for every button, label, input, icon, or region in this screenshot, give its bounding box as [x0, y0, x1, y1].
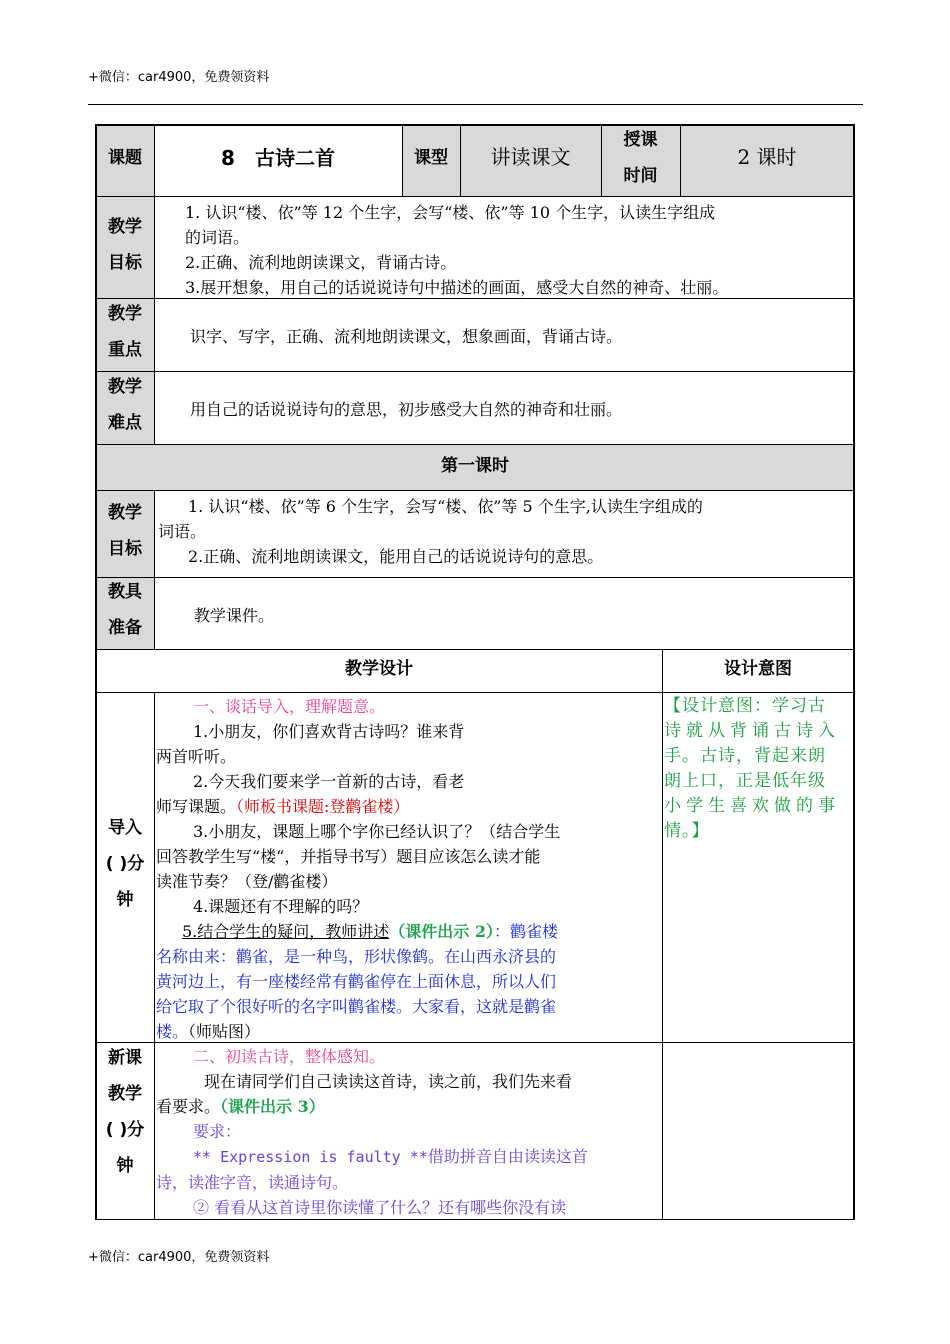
new-l3: 借助拼音自由读读这首: [427, 1147, 588, 1166]
new-l1b: 看要求。: [156, 1097, 221, 1116]
intro-label-1: 导入: [108, 818, 142, 838]
design-left-title: 教学设计: [345, 659, 413, 679]
new-l1green: （课件出示 3）: [220, 1097, 325, 1116]
intro-l9b: （师贴图）: [188, 1022, 261, 1041]
intro-l1b: 两首听听。: [156, 747, 237, 766]
new-l4: ② 看看从这首诗里你读懂了什么？还有哪些你没有读: [193, 1198, 567, 1217]
intro-l7: 黄河边上，有一座楼经常有鹳雀停在上面休息，所以人们: [156, 972, 557, 991]
new-l1b-line: [156, 1094, 660, 1119]
time-value: 2 课时: [737, 145, 797, 169]
new-l3b: 诗，读准字音，读通诗句。: [156, 1173, 349, 1192]
intro-label-2: ( )分: [105, 854, 145, 874]
goals-line1: 1. 认识“楼、依”等 12 个生字，会写“楼、依”等 10 个生字，认读生字组成: [185, 203, 716, 222]
intent-line: 朗上口，正是低年级: [664, 771, 826, 791]
goals-text: [160, 200, 852, 300]
difficulty-text: 用自己的话说说诗句的意思，初步感受大自然的神奇和壮丽。: [190, 400, 623, 419]
new-label-1: 新课: [108, 1048, 142, 1068]
tools-text: 教学课件。: [194, 606, 275, 625]
goals1-line2: 2.正确、流利地朗读课文，能用自己的话说说诗句的意思。: [188, 547, 604, 566]
new-label-3: ( )分: [105, 1120, 145, 1140]
new-l3mono: ** Expression is faulty **: [193, 1148, 428, 1166]
topic-label: 课题: [108, 148, 142, 168]
intro-l2b: 师写课题。: [156, 797, 237, 816]
new-l2: 要求：: [193, 1122, 242, 1141]
difficulty-label-1: 教学: [108, 377, 142, 397]
goals1-label-1: 教学: [108, 503, 142, 523]
new-l1: 现在请同学们自己读读这首诗，读之前，我们先来看: [204, 1072, 573, 1091]
goals1-label-2: 目标: [108, 539, 142, 559]
intro-l3b: 回答教学生写“楼“，并指导书写）题目应该怎么读才能: [156, 847, 541, 866]
key-label-1: 教学: [108, 304, 142, 324]
intro-heading: 一、谈话导入，理解题意。: [193, 697, 386, 716]
intro-label-3: 钟: [116, 890, 134, 910]
intro-l4: 4.课题还有不理解的吗？: [193, 897, 369, 916]
intro-l1: 1.小朋友，你们喜欢背古诗吗？谁来背: [193, 722, 465, 741]
intro-l3: 3.小朋友，课题上哪个字你已经认识了？（结合学生: [193, 822, 561, 841]
intro-l5green: （课件出示 2）: [389, 922, 494, 941]
design-right-title: 设计意图: [724, 659, 792, 679]
page-footer: +微信：car4900，免费领资料: [88, 1250, 270, 1265]
new-label-4: 钟: [116, 1156, 134, 1176]
topic-value: 8 古诗二首: [221, 146, 335, 170]
goals1-line1: 1. 认识“楼、依”等 6 个生字，会写“楼、依”等 5 个生字,认读生字组成的: [188, 497, 703, 516]
time-label-1: 授课: [623, 130, 658, 150]
intro-l5: 5.结合学生的疑问，教师讲述: [182, 922, 390, 941]
intro-l8: 给它取了个很好听的名字叫鹳雀楼。大家看，这就是鹳雀: [156, 997, 557, 1016]
intro-l6: 名称由来：鹳雀，是一种鸟，形状像鹤。在山西永济县的: [156, 947, 557, 966]
intro-l5blue: ：鹳雀楼: [494, 922, 559, 941]
intro-l9-line: [156, 1019, 660, 1044]
new-l3-line: [156, 1144, 660, 1170]
lesson-title: 第一课时: [441, 456, 509, 476]
intent-line: 【设计意图：学习古: [664, 696, 826, 716]
new-heading: 二、初读古诗，整体感知。: [193, 1047, 386, 1066]
intro-l2: 2.今天我们要来学一首新的古诗，看老: [193, 772, 465, 791]
new-label-2: 教学: [108, 1084, 142, 1104]
goals1-line1b: 词语。: [158, 522, 207, 541]
intent-line: 情。】: [664, 821, 710, 841]
intro-intent: [664, 694, 854, 844]
intro-body: [156, 694, 660, 1044]
difficulty-label-2: 难点: [108, 413, 142, 433]
intro-l2red: （师板书课题:登鹳雀楼）: [236, 797, 410, 816]
type-label: 课型: [414, 148, 448, 168]
header-divider: [88, 104, 863, 105]
intro-l3c: 读准节奏？（登/鹳雀楼）: [156, 872, 338, 891]
goals1-text: [158, 494, 852, 569]
goals-line3: 3.展开想象，用自己的话说说诗句中描述的画面，感受大自然的神奇、壮丽。: [185, 278, 729, 297]
goals-label-2: 目标: [108, 253, 142, 273]
goals-line1b: 的词语。: [185, 228, 250, 247]
goals-line2: 2.正确、流利地朗读课文，背诵古诗。: [185, 253, 457, 272]
intent-line: 手。古诗，背起来朗: [664, 746, 826, 766]
tools-label-1: 教具: [108, 582, 142, 602]
intro-l2b-line: [156, 794, 660, 819]
type-value: 讲读课文: [490, 145, 571, 169]
time-label-2: 时间: [623, 166, 658, 186]
intro-l5-line: [156, 919, 660, 944]
intro-l9a: 楼。: [156, 1022, 189, 1041]
key-label-2: 重点: [108, 340, 142, 360]
intent-line: 小学生喜欢做的事: [664, 796, 840, 816]
goals-label-1: 教学: [108, 217, 142, 237]
tools-label-2: 准备: [108, 618, 142, 638]
page-header: +微信：car4900，免费领资料: [88, 70, 270, 85]
intent-line: 诗就从背诵古诗入: [664, 721, 840, 741]
key-text: 识字、写字，正确、流利地朗读课文，想象画面，背诵古诗。: [190, 327, 623, 346]
new-body: [156, 1044, 660, 1220]
